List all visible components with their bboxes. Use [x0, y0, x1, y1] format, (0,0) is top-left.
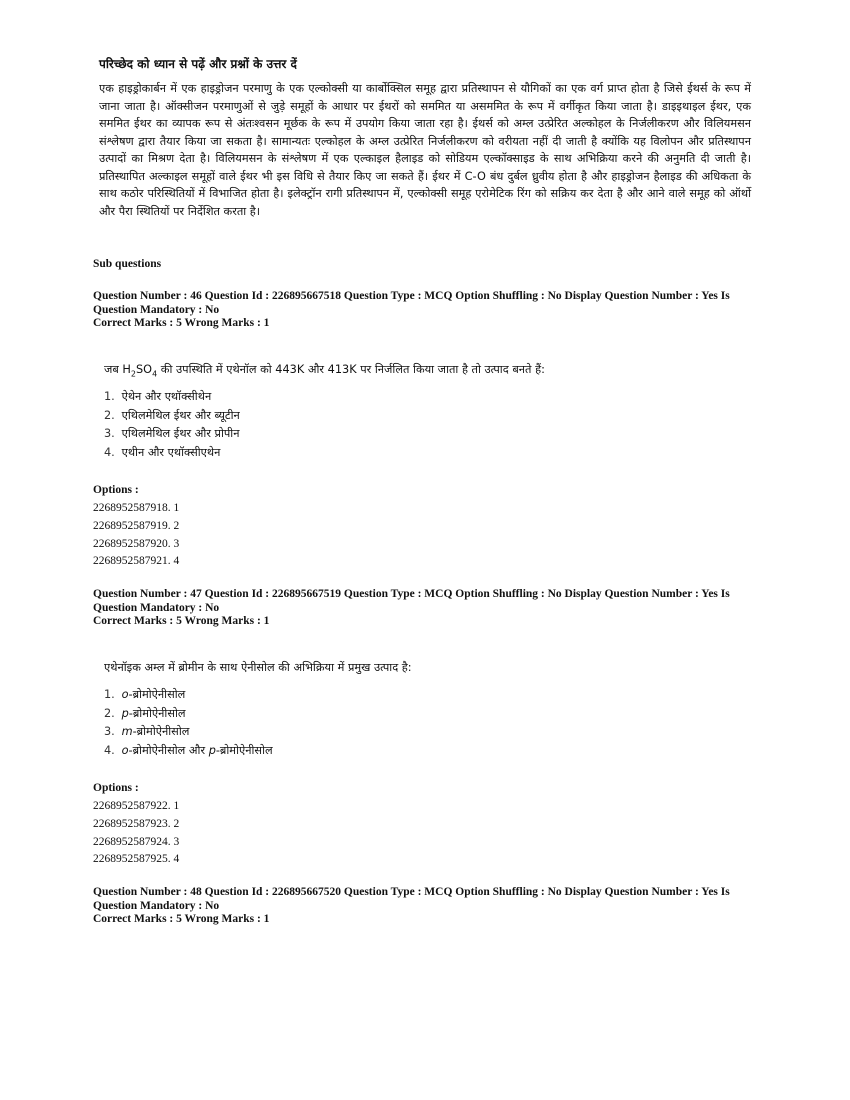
- stem-text: जब H: [104, 363, 131, 376]
- question-46-choices: [104, 388, 240, 462]
- list-item: [104, 425, 240, 444]
- choice-number: 3.: [104, 427, 115, 440]
- choice-prefix: p: [208, 743, 216, 757]
- question-46-stem: [104, 362, 744, 378]
- question-46-meta: [93, 290, 763, 331]
- question-marks-line: Correct Marks : 5 Wrong Marks : 1: [93, 615, 270, 628]
- stem-text: की उपस्थिति में एथेनॉल को 443K और 413K पर निर्जलित किया जाता है तो उत्पाद बनते हैं:: [157, 363, 545, 376]
- choice-number: 4.: [104, 445, 115, 459]
- sub-questions-heading: Sub questions: [93, 258, 162, 270]
- choice-prefix: p: [121, 706, 129, 720]
- options-label: Options :: [93, 484, 139, 496]
- list-item: [104, 407, 240, 426]
- list-item: [104, 742, 273, 761]
- choice-prefix: m: [121, 725, 133, 738]
- choice-text: -ब्रोमोऐनीसोल: [128, 706, 186, 720]
- question-47-meta: [93, 588, 763, 629]
- option-item: 2268952587925. 4: [93, 853, 180, 866]
- choice-prefix: o: [121, 743, 129, 757]
- stem-text: SO: [136, 363, 153, 376]
- question-47-options: [93, 798, 179, 869]
- option-item: 2268952587921. 4: [93, 555, 180, 568]
- stem-subscript: 2: [130, 369, 137, 379]
- question-46-options: [93, 500, 179, 571]
- question-marks-line: Correct Marks : 5 Wrong Marks : 1: [93, 317, 270, 330]
- stem-subscript: 4: [152, 369, 158, 379]
- passage-body: एक हाइड्रोकार्बन में एक हाइड्रोजन परमाणु के एक एल्कोक्सी या कार्बोक्सिल समूह द्वारा प्रतिस्थापन से यौगिकों का एक वर्ग प्राप्त होता है जिसे ईथर्स के रूप में जाना जाता है। ऑक्सीजन परमाणुओं से जुड़े समूहों के आधार पर ईथरों को सममित या असममित के रूप में वर्गीकृत किया जाता है। डाइइथाइल ईथर, एक सममित ईथर का व्यापक रूप से अंतःश्वसन मूर्छक के रूप में उपयोग किया जाता रहा है। ईथर्स को अम्ल उत्प्रेरित अल्कोहल के निर्जलीकरण और विलियमसन संश्लेषण द्वारा तैयार किया जा सकता है। सामान्यतः एल्कोहल के अम्ल उत्प्रेरित निर्जलीकरण को वरीयता नहीं दी जाती है क्योंकि यह विलोपन और प्रतिस्थापन उत्पादों का मिश्रण देता है। विलियमसन के संश्लेषण में एक एल्काइल हैलाइड को सोडियम एल्कॉक्साइड के साथ अभिक्रिया करने की अनुमति दी जाती है। प्रतिस्थापित अल्काइल समूहों वाले ईथर भी इस विधि से तैयार किए जा सकते हैं। ईथर में C-O बंध दुर्बल ध्रुवीय होता है और हाइड्रोजन हैलाइड की अधिकता के साथ कठोर परिस्थितियों में विभाजित होता है। इलेक्ट्रॉन रागी प्रतिस्थापन में, एल्कोक्सी समूह एरोमेटिक रिंग को सक्रिय कर देता है और आने वाले समूह को ऑर्थो और पैरा स्थितियों पर निर्देशित करता है।: [99, 82, 751, 218]
- choice-text: -ब्रोमोऐनीसोल: [128, 688, 186, 701]
- options-label: Options :: [93, 782, 139, 794]
- question-48-meta: [93, 886, 763, 927]
- choice-number: 1.: [104, 688, 115, 701]
- passage-title: परिच्छेद को ध्यान से पढ़ें और प्रश्नों के उत्तर दें: [99, 57, 297, 71]
- question-meta-line: Question Number : 47 Question Id : 226895667519 Question Type : MCQ Option Shuffling : No Display Question Number : Yes Is: [93, 588, 730, 600]
- option-item: 2268952587924. 3: [93, 835, 180, 848]
- choice-text: एथिलमेथिल ईथर और प्रोपीन: [121, 427, 240, 440]
- list-item: [104, 388, 240, 407]
- choice-number: 1.: [104, 390, 115, 403]
- option-item: 2268952587918. 1: [93, 502, 180, 514]
- choice-number: 3.: [104, 725, 115, 738]
- option-item: 2268952587919. 2: [93, 519, 180, 532]
- choice-text: -ब्रोमोऐनीसोल: [215, 743, 273, 757]
- choice-text: एथिलमेथिल ईथर और ब्यूटीन: [121, 408, 240, 422]
- list-item: [104, 686, 273, 705]
- question-mandatory-line: Question Mandatory : No: [93, 899, 220, 912]
- choice-number: 2.: [104, 408, 115, 422]
- choice-number: 2.: [104, 706, 115, 720]
- question-meta-line: Question Number : 48 Question Id : 226895667520 Question Type : MCQ Option Shuffling : No Display Question Number : Yes Is: [93, 886, 730, 898]
- choice-text: -ब्रोमोऐनीसोल: [132, 725, 190, 738]
- choice-number: 4.: [104, 743, 115, 757]
- choice-text: एथीन और एथॉक्सीएथेन: [121, 445, 221, 459]
- option-item: 2268952587923. 2: [93, 817, 180, 830]
- question-mandatory-line: Question Mandatory : No: [93, 303, 220, 316]
- option-item: 2268952587922. 1: [93, 800, 180, 812]
- list-item: [104, 723, 273, 742]
- choice-text: ऐथेन और एथॉक्सीथेन: [121, 390, 212, 403]
- question-47-stem: एथेनॉइक अम्ल में ब्रोमीन के साथ ऐनीसोल की अभिक्रिया में प्रमुख उत्पाद है:: [104, 661, 412, 674]
- choice-prefix: o: [121, 688, 129, 701]
- question-mandatory-line: Question Mandatory : No: [93, 601, 220, 614]
- list-item: [104, 705, 273, 724]
- question-meta-line: Question Number : 46 Question Id : 226895667518 Question Type : MCQ Option Shuffling : No Display Question Number : Yes Is: [93, 290, 730, 302]
- question-47-choices: [104, 686, 273, 760]
- question-marks-line: Correct Marks : 5 Wrong Marks : 1: [93, 913, 270, 926]
- choice-text: -ब्रोमोऐनीसोल और: [128, 743, 209, 757]
- list-item: [104, 444, 240, 463]
- option-item: 2268952587920. 3: [93, 537, 180, 550]
